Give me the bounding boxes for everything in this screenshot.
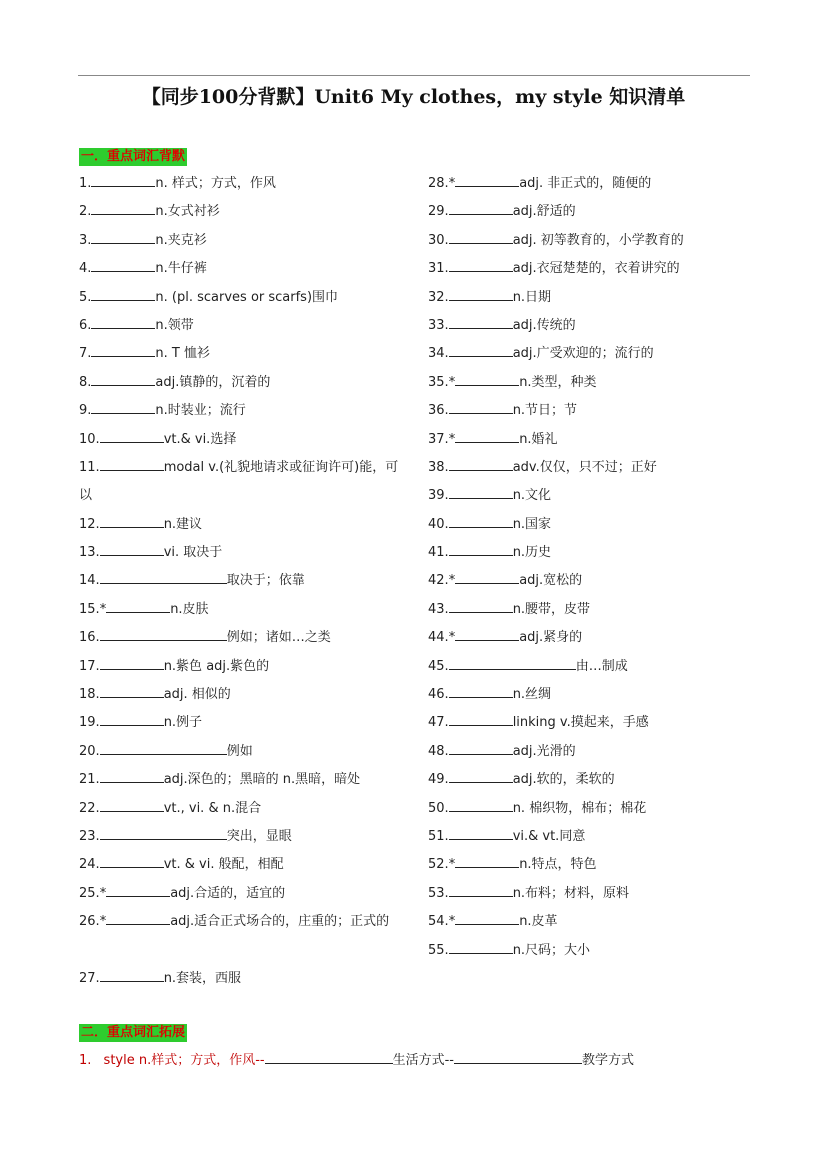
item-definition: n.皮肤 — [170, 601, 209, 617]
answer-blank[interactable] — [100, 713, 164, 726]
item-number: 8. — [79, 374, 92, 390]
item-number: 16. — [79, 630, 100, 646]
item-number: 11. — [79, 459, 100, 475]
vocab-item — [428, 454, 758, 482]
vocab-item — [428, 170, 758, 198]
vocab-item — [79, 369, 409, 397]
right-vocab-column — [428, 170, 758, 965]
item-number: 52. — [428, 857, 449, 873]
vocab-item — [428, 284, 758, 312]
item-definition: n.类型，种类 — [519, 374, 597, 390]
item-definition: adj. 相似的 — [163, 687, 231, 703]
vocab-item — [79, 681, 409, 709]
vocab-item — [428, 482, 758, 510]
vocab-item — [79, 340, 409, 368]
answer-blank[interactable] — [449, 827, 513, 840]
item-number: 2. — [79, 204, 92, 220]
item-definition: adj.适合正式场合的，庄重的；正式的 — [170, 914, 390, 930]
item-definition: adj.舒适的 — [512, 204, 576, 220]
answer-blank[interactable] — [455, 912, 519, 925]
item-definition: adj.广受欢迎的；流行的 — [512, 346, 654, 362]
item-definition: n.丝绸 — [512, 687, 552, 703]
answer-blank[interactable] — [100, 458, 164, 471]
vocab-item — [79, 823, 409, 851]
item-number: 13. — [79, 545, 100, 561]
answer-blank[interactable] — [449, 685, 513, 698]
vocab-item — [79, 454, 409, 511]
item-definition: n. 样式；方式，作风 — [155, 176, 276, 191]
item-definition: adj.衣冠楚楚的，衣着讲究的 — [512, 261, 680, 277]
answer-blank[interactable] — [449, 941, 513, 954]
item-star: * — [99, 601, 107, 617]
item-definition: n.布料；材料，原料 — [512, 885, 630, 901]
vocab-item — [79, 567, 409, 595]
vocab-item — [79, 653, 409, 681]
item-number: 28. — [428, 176, 449, 191]
item-number: 3. — [79, 232, 92, 248]
vocab-item — [79, 170, 409, 198]
answer-blank[interactable] — [455, 174, 519, 187]
vocab-item — [79, 709, 409, 737]
answer-blank[interactable] — [449, 515, 513, 528]
extension-lead: style n.样式；方式，作风-- — [103, 1053, 265, 1068]
answer-blank[interactable] — [449, 742, 513, 755]
answer-blank[interactable] — [449, 344, 513, 357]
item-definition: modal v.(礼貌地请求或征询许可)能，可以 — [79, 459, 399, 504]
item-definition: adj.传统的 — [512, 317, 576, 333]
item-number: 44. — [428, 630, 449, 646]
item-definition: n. 棉织物，棉布；棉花 — [512, 800, 647, 816]
answer-blank[interactable] — [106, 600, 170, 613]
answer-blank[interactable] — [100, 685, 164, 698]
item-definition: 取决于；依靠 — [226, 573, 305, 589]
vocab-item — [79, 397, 409, 425]
item-definition: n.节日；节 — [512, 403, 578, 419]
item-definition: n.国家 — [512, 516, 552, 532]
vocab-item — [79, 624, 409, 652]
item-definition: adj. 初等教育的，小学教育的 — [512, 232, 684, 248]
item-definition: n.牛仔裤 — [155, 261, 207, 277]
item-number: 49. — [428, 772, 449, 788]
item-number: 19. — [79, 715, 100, 731]
item-definition: n.婚礼 — [519, 431, 558, 447]
vocab-item — [428, 709, 758, 737]
item-number: 17. — [79, 658, 100, 674]
item-definition: adj.软的，柔软的 — [512, 772, 615, 788]
item-number: 45. — [428, 658, 449, 674]
vocab-item — [79, 255, 409, 283]
vocab-item — [79, 766, 409, 794]
vocab-item — [79, 795, 409, 823]
vocab-item — [79, 880, 409, 908]
item-definition: vt. & vi. 般配，相配 — [163, 857, 284, 873]
item-definition: n.套装，西服 — [163, 970, 242, 986]
item-star: * — [448, 630, 456, 646]
item-number: 25. — [79, 885, 100, 901]
answer-blank[interactable] — [455, 373, 519, 386]
answer-blank[interactable] — [449, 770, 513, 783]
answer-blank[interactable] — [449, 288, 513, 301]
vocab-item — [79, 851, 409, 879]
item-number: 7. — [79, 346, 92, 362]
answer-blank[interactable] — [91, 373, 155, 386]
item-definition: n.女式衬衫 — [155, 204, 220, 220]
item-number: 12. — [79, 516, 100, 532]
item-number: 31. — [428, 261, 449, 277]
item-number: 36. — [428, 403, 449, 419]
vocab-item — [428, 681, 758, 709]
vocab-item — [428, 596, 758, 624]
vocab-item — [428, 511, 758, 539]
vocab-item — [79, 539, 409, 567]
item-number: 9. — [79, 403, 92, 419]
item-number: 38. — [428, 459, 449, 475]
item-definition: n.夹克衫 — [155, 232, 207, 248]
item-definition: adj.镇静的，沉着的 — [155, 374, 271, 390]
vocab-item — [428, 340, 758, 368]
vocab-item — [428, 823, 758, 851]
item-number: 47. — [428, 715, 449, 731]
item-definition: n.例子 — [163, 715, 203, 731]
item-definition: n.文化 — [512, 488, 552, 504]
item-definition: vt.& vi.选择 — [163, 431, 237, 447]
item-definition: n.尺码；大小 — [512, 942, 591, 958]
vocab-item — [79, 908, 409, 965]
answer-blank[interactable] — [100, 969, 164, 982]
item-star: * — [448, 374, 456, 390]
item-number: 50. — [428, 800, 449, 816]
item-definition: 例如 — [226, 743, 253, 759]
answer-blank[interactable] — [455, 571, 519, 584]
item-number: 26. — [79, 914, 100, 930]
item-definition: adj.光滑的 — [512, 743, 576, 759]
item-number: 18. — [79, 687, 100, 703]
item-number: 29. — [428, 204, 449, 220]
answer-blank[interactable] — [100, 515, 164, 528]
item-star: * — [448, 431, 456, 447]
item-definition: adj.紧身的 — [519, 630, 583, 646]
answer-blank[interactable] — [91, 259, 155, 272]
vocab-item — [428, 795, 758, 823]
item-number: 5. — [79, 289, 92, 305]
item-definition: n.历史 — [512, 545, 552, 561]
vocab-item — [428, 908, 758, 936]
item-definition: 例如；诸如…之类 — [226, 630, 331, 646]
item-number: 40. — [428, 516, 449, 532]
item-number: 53. — [428, 885, 449, 901]
answer-blank[interactable] — [91, 231, 155, 244]
item-number: 30. — [428, 232, 449, 248]
item-definition: n.特点，特色 — [519, 857, 597, 873]
vocab-item — [79, 738, 409, 766]
vocab-item — [428, 937, 758, 965]
item-definition: n.时装业；流行 — [155, 403, 246, 419]
vocab-item — [79, 965, 409, 993]
answer-blank[interactable] — [91, 344, 155, 357]
vocab-item — [428, 880, 758, 908]
item-definition: n.腰带，皮带 — [512, 601, 591, 617]
item-definition: adv.仅仅，只不过；正好 — [512, 459, 657, 475]
item-number: 41. — [428, 545, 449, 561]
answer-blank[interactable] — [265, 1051, 393, 1064]
item-star: * — [99, 914, 107, 930]
answer-blank[interactable] — [91, 401, 155, 414]
item-number: 4. — [79, 261, 92, 277]
item-definition: adj.宽松的 — [519, 573, 583, 589]
item-number: 24. — [79, 857, 100, 873]
left-vocab-column — [79, 170, 409, 993]
section-heading-extension: 二．重点词汇拓展 — [81, 1025, 186, 1040]
answer-blank[interactable] — [449, 458, 513, 471]
vocab-item — [428, 198, 758, 226]
item-definition: n.建议 — [163, 516, 203, 532]
answer-blank[interactable] — [449, 799, 513, 812]
vocab-item — [428, 312, 758, 340]
vocab-item — [428, 653, 758, 681]
item-star: * — [99, 885, 107, 901]
answer-blank[interactable] — [100, 827, 227, 840]
vocab-item — [79, 426, 409, 454]
item-number: 33. — [428, 317, 449, 333]
vocab-item — [79, 312, 409, 340]
answer-blank[interactable] — [91, 202, 155, 215]
item-definition: n.日期 — [512, 289, 552, 305]
answer-blank[interactable] — [449, 884, 513, 897]
vocab-item — [79, 596, 409, 624]
answer-blank[interactable] — [449, 231, 513, 244]
answer-blank[interactable] — [449, 657, 576, 670]
item-number: 35. — [428, 374, 449, 390]
item-number: 46. — [428, 687, 449, 703]
item-star: * — [448, 573, 456, 589]
header-rule — [78, 75, 750, 76]
answer-blank[interactable] — [100, 657, 164, 670]
answer-blank[interactable] — [455, 628, 519, 641]
item-star: * — [448, 914, 456, 930]
vocab-item — [428, 567, 758, 595]
item-definition: adj. 非正式的，随便的 — [519, 176, 652, 191]
item-number: 15. — [79, 601, 100, 617]
item-definition: n. (pl. scarves or scarfs)围巾 — [155, 289, 339, 305]
vocab-item — [428, 397, 758, 425]
vocab-item — [428, 369, 758, 397]
answer-blank[interactable] — [91, 174, 155, 187]
item-number: 39. — [428, 488, 449, 504]
item-definition: n.领带 — [155, 317, 194, 333]
answer-blank[interactable] — [100, 855, 164, 868]
answer-blank[interactable] — [100, 430, 164, 443]
item-definition: 由…制成 — [575, 658, 628, 674]
item-star: * — [448, 857, 456, 873]
vocab-item — [428, 227, 758, 255]
answer-blank[interactable] — [91, 316, 155, 329]
item-definition: linking v.摸起来，手感 — [512, 715, 649, 731]
item-number: 34. — [428, 346, 449, 362]
item-definition: n.紫色 adj.紫色的 — [163, 658, 270, 674]
answer-blank[interactable] — [106, 884, 170, 897]
item-definition: vi. 取决于 — [163, 545, 223, 561]
item-number: 1. — [79, 176, 92, 191]
vocab-item — [428, 539, 758, 567]
answer-blank[interactable] — [100, 742, 227, 755]
item-number: 6. — [79, 317, 92, 333]
answer-blank[interactable] — [449, 543, 513, 556]
item-star: * — [448, 176, 456, 191]
answer-blank[interactable] — [100, 543, 164, 556]
section-heading-vocabulary: 一．重点词汇背默 — [81, 149, 186, 164]
page-title: 【同步100分背默】Unit6 My clothes，my style 知识清单 — [141, 86, 686, 108]
answer-blank[interactable] — [449, 401, 513, 414]
item-definition: n.皮革 — [519, 914, 558, 930]
vocab-item — [79, 227, 409, 255]
answer-blank[interactable] — [449, 486, 513, 499]
vocab-item — [428, 255, 758, 283]
answer-blank[interactable] — [449, 259, 513, 272]
item-definition: adj.深色的；黑暗的 n.黑暗，暗处 — [163, 772, 361, 788]
item-number: 23. — [79, 829, 100, 844]
item-number: 42. — [428, 573, 449, 589]
vocab-item — [428, 738, 758, 766]
item-number: 54. — [428, 914, 449, 930]
answer-blank[interactable] — [106, 912, 170, 925]
item-number: 27. — [79, 970, 100, 986]
answer-blank[interactable] — [100, 770, 164, 783]
answer-blank[interactable] — [455, 430, 519, 443]
answer-blank[interactable] — [449, 713, 513, 726]
item-definition: n. T 恤衫 — [155, 346, 210, 362]
extension-number: 1. — [79, 1053, 92, 1068]
item-number: 14. — [79, 573, 100, 589]
answer-blank[interactable] — [91, 288, 155, 301]
extension-item — [79, 1050, 634, 1072]
item-number: 20. — [79, 743, 100, 759]
item-definition: vi.& vt.同意 — [512, 828, 586, 844]
answer-blank[interactable] — [449, 202, 513, 215]
answer-blank[interactable] — [454, 1051, 582, 1064]
item-number: 10. — [79, 431, 100, 447]
answer-blank[interactable] — [100, 571, 227, 584]
answer-blank[interactable] — [100, 628, 227, 641]
answer-blank[interactable] — [449, 316, 513, 329]
item-definition: 突出，显眼 — [226, 829, 292, 844]
extension-mid: 生活方式-- — [392, 1053, 454, 1068]
item-number: 32. — [428, 289, 449, 305]
item-number: 22. — [79, 800, 100, 816]
vocab-item — [428, 851, 758, 879]
item-definition: vt., vi. & n.混合 — [163, 800, 262, 816]
vocab-item — [428, 426, 758, 454]
item-number: 43. — [428, 601, 449, 617]
vocab-item — [79, 511, 409, 539]
vocab-item — [428, 766, 758, 794]
item-number: 51. — [428, 828, 449, 844]
answer-blank[interactable] — [455, 855, 519, 868]
vocab-item — [79, 284, 409, 312]
item-number: 21. — [79, 772, 100, 788]
answer-blank[interactable] — [100, 799, 164, 812]
vocab-item — [79, 198, 409, 226]
item-definition: adj.合适的，适宜的 — [170, 885, 286, 901]
item-number: 37. — [428, 431, 449, 447]
answer-blank[interactable] — [449, 600, 513, 613]
extension-end: 教学方式 — [582, 1053, 635, 1068]
item-number: 48. — [428, 743, 449, 759]
item-number: 55. — [428, 942, 449, 958]
vocab-item — [428, 624, 758, 652]
